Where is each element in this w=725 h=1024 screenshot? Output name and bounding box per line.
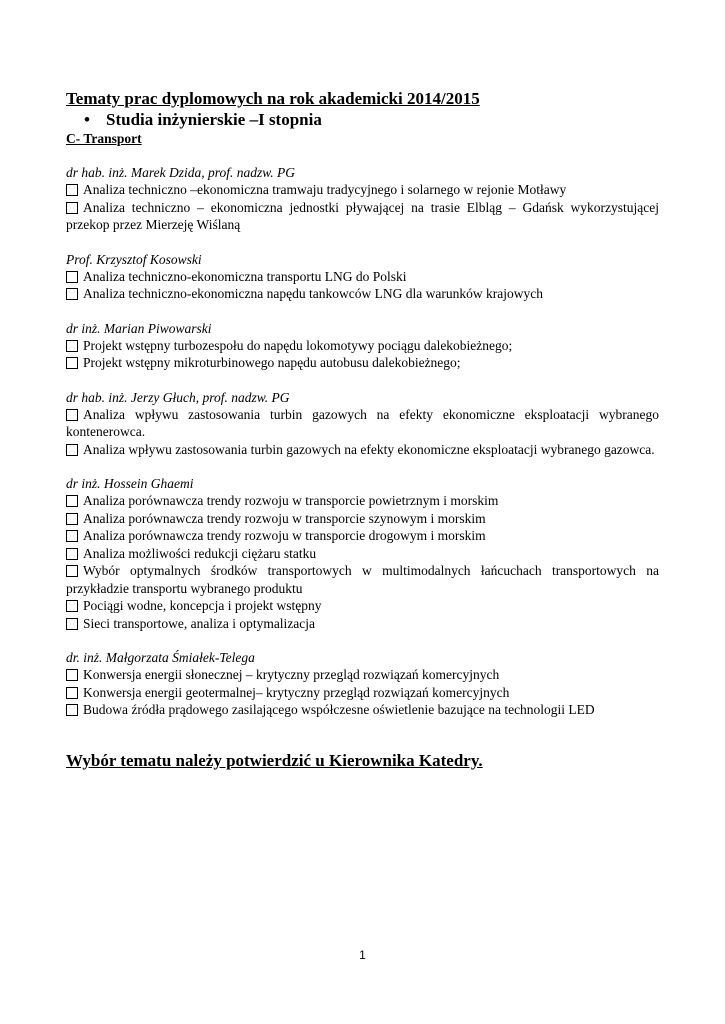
document-title: Tematy prac dyplomowych na rok akademicki 2014/2015 — [66, 89, 480, 108]
topic-item — [66, 701, 659, 719]
checkbox[interactable] — [66, 565, 78, 577]
topic-item — [66, 199, 659, 234]
topic-label: Analiza porównawcza trendy rozwoju w transporcie powietrznym i morskim — [83, 493, 499, 508]
topic-label: Konwersja energii słonecznej – krytyczny przegląd rozwiązań komercyjnych — [83, 667, 500, 682]
confirmation-note: Wybór tematu należy potwierdzić u Kierownika Katedry. — [66, 750, 483, 770]
supervisor-group — [66, 475, 659, 632]
checkbox[interactable] — [66, 495, 78, 507]
topic-item — [66, 406, 659, 441]
topic-label: Analiza techniczno –ekonomiczna tramwaju tradycyjnego i solarnego w rejonie Motławy — [83, 182, 567, 197]
checkbox[interactable] — [66, 340, 78, 352]
section-heading: C- Transport — [66, 131, 142, 146]
supervisor-name: dr hab. inż. Jerzy Głuch, prof. nadzw. PG — [66, 389, 290, 405]
topic-label: Analiza techniczno-ekonomiczna napędu tankowców LNG dla warunków krajowych — [83, 286, 543, 301]
supervisor-group — [66, 389, 659, 459]
topic-item — [66, 615, 659, 633]
topic-label: Analiza porównawcza trendy rozwoju w transporcie szynowym i morskim — [83, 510, 486, 526]
checkbox[interactable] — [66, 548, 78, 560]
checkbox[interactable] — [66, 530, 78, 542]
topic-item — [66, 545, 659, 563]
checkbox[interactable] — [66, 271, 78, 283]
checkbox[interactable] — [66, 669, 78, 681]
supervisor-name: dr. inż. Małgorzata Śmiałek-Telega — [66, 650, 255, 665]
topic-item — [66, 285, 659, 303]
topic-label: Analiza techniczno – ekonomiczna jednostki pływającej na trasie Elbląg – Gdańsk wykorzystującej przekop przez Mierzeję Wiślaną — [66, 199, 659, 232]
study-level-label: Studia inżynierskie –I stopnia — [106, 110, 322, 129]
supervisor-group — [66, 320, 659, 372]
checkbox[interactable] — [66, 409, 78, 421]
supervisor-name: Prof. Krzysztof Kosowski — [66, 251, 202, 267]
topic-item — [66, 666, 659, 684]
supervisor-group — [66, 164, 659, 234]
topic-label: Projekt wstępny turbozespołu do napędu lokomotywy pociągu dalekobieżnego; — [83, 337, 513, 353]
topic-item — [66, 492, 659, 510]
supervisor-name: dr hab. inż. Marek Dzida, prof. nadzw. PG — [66, 165, 295, 180]
supervisor-group — [66, 251, 659, 303]
checkbox[interactable] — [66, 513, 78, 525]
supervisor-name: dr inż. Marian Piwowarski — [66, 320, 212, 336]
topic-label: Sieci transportowe, analiza i optymalizacja — [83, 615, 316, 631]
topic-item — [66, 597, 659, 615]
topic-item — [66, 337, 659, 355]
topic-item — [66, 268, 659, 286]
topic-label: Pociągi wodne, koncepcja i projekt wstępny — [83, 598, 322, 613]
topic-item — [66, 354, 659, 372]
checkbox[interactable] — [66, 288, 78, 300]
topic-label: Konwersja energii geotermalnej– krytyczny przegląd rozwiązań komercyjnych — [83, 684, 510, 700]
topic-label: Analiza wpływu zastosowania turbin gazowych na efekty ekonomiczne eksploatacji wybranego gazowca. — [83, 441, 655, 457]
checkbox[interactable] — [66, 687, 78, 699]
topic-label: Budowa źródła prądowego zasilającego współczesne oświetlenie bazujące na technologii LED — [83, 702, 595, 717]
topic-item — [66, 684, 659, 702]
study-level — [84, 109, 659, 130]
topic-label: Analiza wpływu zastosowania turbin gazowych na efekty ekonomiczne eksploatacji wybranego kontenerowca. — [66, 406, 659, 439]
topic-label: Wybór optymalnych środków transportowych w multimodalnych łańcuchach transportowych na przykładzie transportu wybranego produktu — [66, 563, 659, 596]
checkbox[interactable] — [66, 357, 78, 369]
topic-label: Projekt wstępny mikroturbinowego napędu autobusu dalekobieżnego; — [83, 355, 461, 370]
topic-item — [66, 510, 659, 528]
checkbox[interactable] — [66, 184, 78, 196]
topic-label: Analiza porównawcza trendy rozwoju w transporcie drogowym i morskim — [83, 528, 486, 543]
supervisor-name: dr inż. Hossein Ghaemi — [66, 476, 194, 491]
page-number: 1 — [359, 948, 366, 962]
topic-item — [66, 441, 659, 459]
checkbox[interactable] — [66, 600, 78, 612]
checkbox[interactable] — [66, 618, 78, 630]
topic-item — [66, 562, 659, 597]
checkbox[interactable] — [66, 444, 78, 456]
supervisor-group — [66, 649, 659, 719]
topic-label: Analiza możliwości redukcji ciężaru statku — [83, 545, 317, 561]
bullet-icon: • — [84, 110, 90, 129]
topic-label: Analiza techniczno-ekonomiczna transportu LNG do Polski — [83, 268, 407, 284]
checkbox[interactable] — [66, 202, 78, 214]
topic-item — [66, 181, 659, 199]
topic-item — [66, 527, 659, 545]
checkbox[interactable] — [66, 704, 78, 716]
document-page — [66, 88, 659, 771]
